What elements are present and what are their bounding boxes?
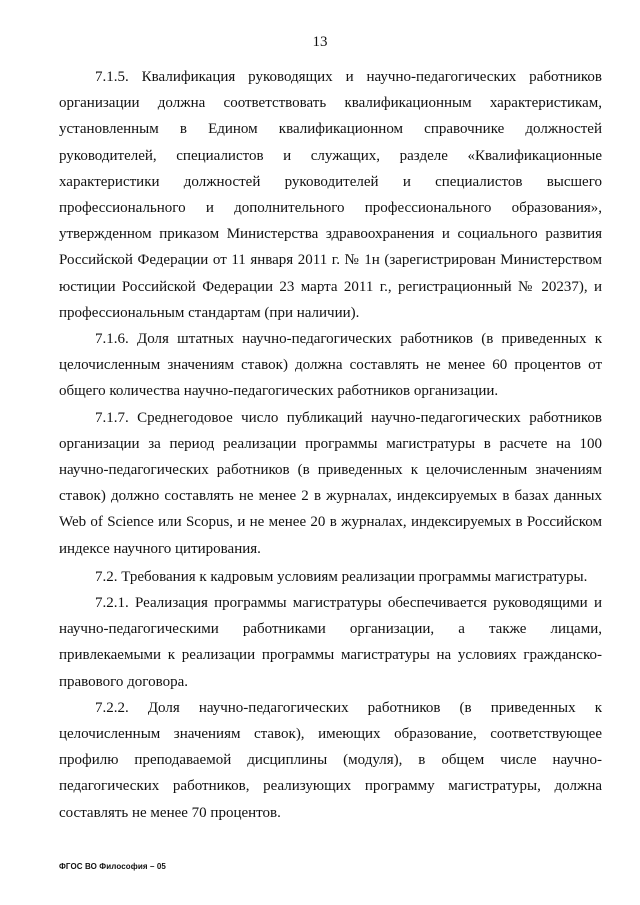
document-body bbox=[59, 64, 602, 826]
paragraph-7-1-5: 7.1.5. Квалификация руководящих и научно-педагогических работников организации должна соответствовать квалификационным характеристикам, установленным в Едином квалификационном справочнике должностей руководителей, специалистов и служащих, разделе «Квалификационные характеристики должностей руководителей и специалистов высшего профессионального и дополнительного профессионального образования», утвержденном приказом Министерства здравоохранения и социального развития Российской Федерации от 11 января 2011 г. № 1н (зарегистрирован Министерством юстиции Российской Федерации 23 марта 2011 г., регистрационный № 20237), и профессиональным стандартам (при наличии). bbox=[59, 69, 602, 321]
paragraph-7-1-7: 7.1.7. Среднегодовое число публикаций научно-педагогических работников организации за период реализации программы магистратуры в расчете на 100 научно-педагогических работников (в приведенных к целочисленным значениям ставок) должно составлять не менее 2 в журналах, индексируемых в базах данных Web of Science или Scopus, и не менее 20 в журналах, индексируемых в Российском индексе научного цитирования. bbox=[59, 409, 602, 557]
paragraph-7-2-1: 7.2.1. Реализация программы магистратуры обеспечивается руководящими и научно-педагогическими работниками организации, а также лицами, привлекаемыми к реализации программы магистратуры на условиях гражданско-правового договора. bbox=[59, 595, 602, 690]
paragraph-7-2-heading: 7.2. Требования к кадровым условиям реализации программы магистратуры. bbox=[95, 568, 588, 585]
paragraph-7-1-6: 7.1.6. Доля штатных научно-педагогических работников (в приведенных к целочисленным значениям ставок) должна составлять не менее 60 процентов от общего количества научно-педагогических работников организации. bbox=[59, 331, 602, 400]
page-number: 13 bbox=[312, 34, 328, 50]
paragraph-7-2-2: 7.2.2. Доля научно-педагогических работников (в приведенных к целочисленным значениям ставок), имеющих образование, соответствующее профилю преподаваемой дисциплины (модуля), в общем числе научно-педагогических работников, реализующих программу магистратуры, должна составлять не менее 70 процентов. bbox=[59, 699, 602, 821]
footer-document-code: ФГОС ВО Философия – 05 bbox=[59, 862, 166, 871]
